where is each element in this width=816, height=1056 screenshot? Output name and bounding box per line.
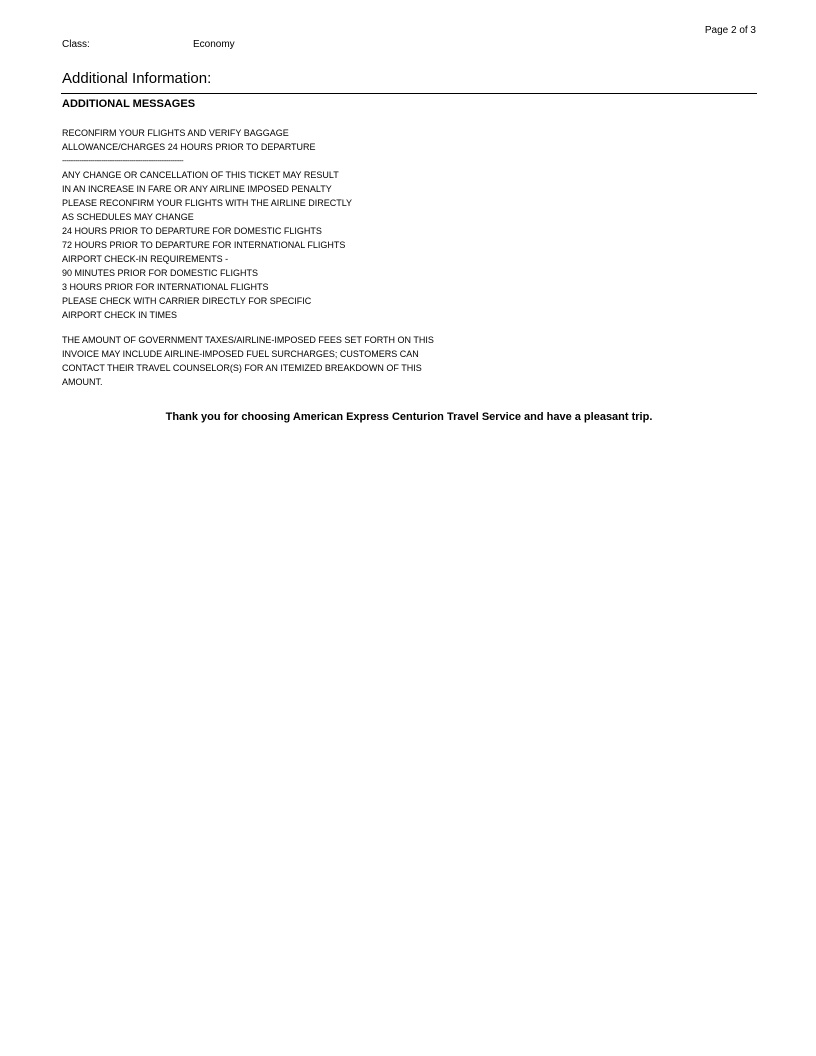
section-divider — [61, 93, 757, 94]
message-line: CONTACT THEIR TRAVEL COUNSELOR(S) FOR AN ITEMIZED BREAKDOWN OF THIS — [62, 363, 422, 373]
class-value: Economy — [193, 39, 235, 50]
page-number: Page 2 of 3 — [704, 25, 756, 36]
message-block-taxes — [62, 333, 434, 389]
message-line: -------------------------------------------------------- — [62, 156, 184, 165]
message-block-reconfirm — [62, 126, 352, 322]
message-line: ALLOWANCE/CHARGES 24 HOURS PRIOR TO DEPARTURE — [62, 142, 316, 152]
message-line: AIRPORT CHECK-IN REQUIREMENTS - — [62, 254, 229, 264]
message-line: ANY CHANGE OR CANCELLATION OF THIS TICKET MAY RESULT — [62, 170, 339, 180]
message-line: THE AMOUNT OF GOVERNMENT TAXES/AIRLINE-IMPOSED FEES SET FORTH ON THIS — [62, 335, 434, 345]
class-label: Class: — [62, 39, 90, 50]
message-line: PLEASE RECONFIRM YOUR FLIGHTS WITH THE AIRLINE DIRECTLY — [62, 198, 353, 208]
message-line: AS SCHEDULES MAY CHANGE — [62, 212, 194, 222]
messages-heading: ADDITIONAL MESSAGES — [62, 98, 196, 110]
message-line: 72 HOURS PRIOR TO DEPARTURE FOR INTERNATIONAL FLIGHTS — [62, 240, 346, 250]
section-title: Additional Information: — [62, 70, 212, 87]
message-line: PLEASE CHECK WITH CARRIER DIRECTLY FOR SPECIFIC — [62, 296, 312, 306]
message-line: AMOUNT. — [62, 377, 103, 387]
message-line: 24 HOURS PRIOR TO DEPARTURE FOR DOMESTIC FLIGHTS — [62, 226, 322, 236]
message-line: RECONFIRM YOUR FLIGHTS AND VERIFY BAGGAGE — [62, 128, 289, 138]
class-row — [62, 39, 362, 53]
message-line: 90 MINUTES PRIOR FOR DOMESTIC FLIGHTS — [62, 268, 259, 278]
message-line: INVOICE MAY INCLUDE AIRLINE-IMPOSED FUEL SURCHARGES; CUSTOMERS CAN — [62, 349, 419, 359]
message-line: IN AN INCREASE IN FARE OR ANY AIRLINE IMPOSED PENALTY — [62, 184, 332, 194]
message-line: 3 HOURS PRIOR FOR INTERNATIONAL FLIGHTS — [62, 282, 269, 292]
closing-message-text: Thank you for choosing American Express Centurion Travel Service and have a pleasant trip. — [165, 411, 653, 423]
message-line: AIRPORT CHECK IN TIMES — [62, 310, 178, 320]
closing-message — [0, 411, 816, 423]
